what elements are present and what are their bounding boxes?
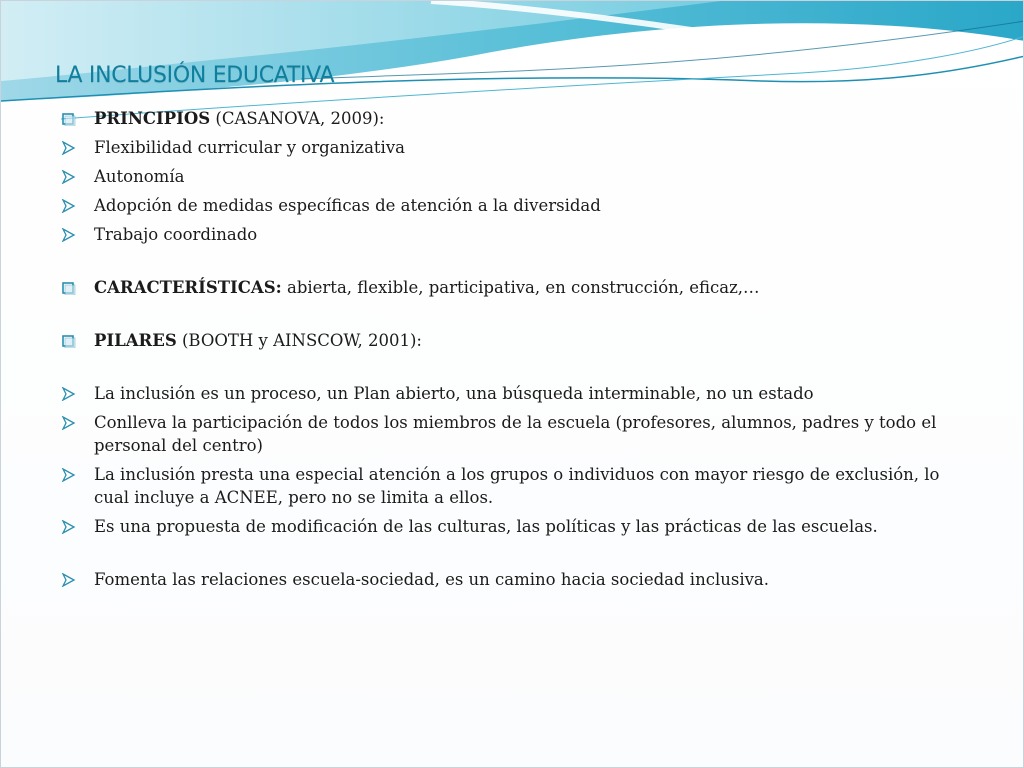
arrow-bullet-icon — [61, 228, 77, 242]
list-item — [61, 223, 961, 246]
item-text: Flexibilidad curricular y organizativa — [94, 138, 405, 157]
list-item — [61, 568, 961, 591]
list-item — [61, 382, 961, 405]
header-wave-decoration — [1, 1, 1024, 121]
item-text: Conlleva la participación de todos los miembros de la escuela (profesores, alumnos, padres y todo el personal del centro) — [94, 413, 937, 455]
square-bullet-icon — [61, 334, 77, 348]
content-list — [61, 107, 961, 591]
item-text: Autonomía — [94, 167, 185, 186]
arrow-bullet-icon — [61, 416, 77, 430]
arrow-bullet-icon — [61, 520, 77, 534]
item-text: La inclusión es un proceso, un Plan abierto, una búsqueda interminable, no un estado — [94, 384, 814, 403]
item-text: Es una propuesta de modificación de las culturas, las políticas y las prácticas de las escuelas. — [94, 517, 878, 536]
list-item — [61, 276, 961, 299]
arrow-bullet-icon — [61, 387, 77, 401]
list-item — [61, 194, 961, 217]
list-item — [61, 107, 961, 130]
square-bullet-icon — [61, 112, 77, 126]
list-item — [61, 329, 961, 352]
item-text: abierta, flexible, participativa, en construcción, eficaz,… — [281, 278, 760, 297]
list-item — [61, 515, 961, 538]
list-item — [61, 165, 961, 188]
list-item — [61, 411, 961, 457]
item-bold: PILARES — [94, 331, 177, 350]
list-item — [61, 136, 961, 159]
arrow-bullet-icon — [61, 573, 77, 587]
item-text: Fomenta las relaciones escuela-sociedad, es un camino hacia sociedad inclusiva. — [94, 570, 770, 589]
item-text: Adopción de medidas específicas de atención a la diversidad — [94, 196, 601, 215]
square-bullet-icon — [61, 281, 77, 295]
item-text: (CASANOVA, 2009): — [210, 109, 385, 128]
slide-title: LA INCLUSIÓN EDUCATIVA — [55, 63, 335, 88]
arrow-bullet-icon — [61, 468, 77, 482]
item-bold: CARACTERÍSTICAS: — [94, 278, 282, 297]
arrow-bullet-icon — [61, 141, 77, 155]
item-text: Trabajo coordinado — [94, 225, 258, 244]
item-text: La inclusión presta una especial atención a los grupos o individuos con mayor riesgo de exclusión, lo cual incluye a ACNEE, pero no se limita a ellos. — [94, 465, 940, 507]
arrow-bullet-icon — [61, 170, 77, 184]
list-item — [61, 463, 961, 509]
arrow-bullet-icon — [61, 199, 77, 213]
item-bold: PRINCIPIOS — [94, 109, 211, 128]
item-text: (BOOTH y AINSCOW, 2001): — [176, 331, 422, 350]
